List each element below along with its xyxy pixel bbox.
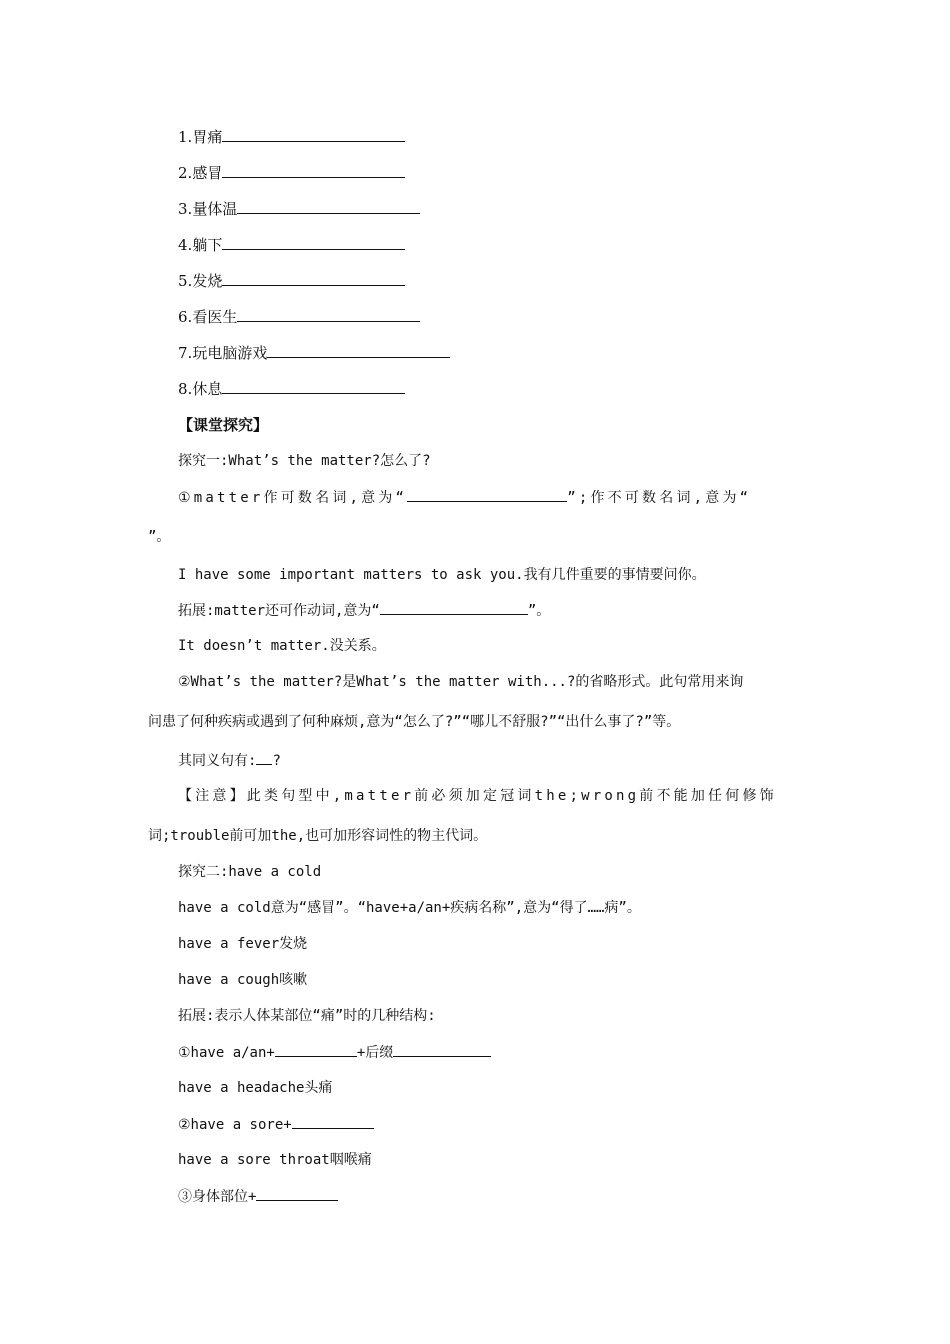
vocab-item-4: 4.躺下 [178,235,405,255]
explore1-extension: 拓展:matter还可作动词,意为“ ”。 [178,600,550,621]
explore1-p2-line2: 问患了何种疾病或遇到了何种麻烦,意为“怎么了?”“哪儿不舒服?”“出什么事了?”等。 [148,714,681,730]
explore2-title: 探究二:have a cold [178,864,322,880]
explore2-extension: 拓展:表示人体某部位“痛”时的几种结构: [178,1008,436,1024]
section-title: 【课堂探究】 [178,416,269,434]
structure-3: ③身体部位+ [178,1186,338,1207]
answer-blank[interactable] [237,199,420,214]
example-sentence-2: It doesn’t matter.没关系。 [178,638,386,654]
structure-2: ②have a sore+ [178,1114,374,1135]
answer-blank[interactable] [222,127,405,142]
answer-blank[interactable] [275,1042,357,1057]
vocab-item-6: 6.看医生 [178,307,420,327]
answer-blank[interactable] [237,307,420,322]
answer-blank[interactable] [222,235,405,250]
vocab-item-8: 8.休息 [178,379,405,399]
answer-blank[interactable] [393,1042,491,1057]
explore1-p2-line1: ②What’s the matter?是What’s the matter with...?的省略形式。此句常用来询 [178,674,744,690]
vocab-item-3: 3.量体温 [178,199,420,219]
explore1-p1: ①matter作可数名词,意为“ ”;作不可数名词,意为“ [178,487,751,508]
explore2-line3: have a cough咳嗽 [178,972,308,988]
explore2-line2: have a fever发烧 [178,936,308,952]
explore2-line1: have a cold意为“感冒”。“have+a/an+疾病名称”,意为“得了……病”。 [178,900,641,916]
vocab-item-7: 7.玩电脑游戏 [178,343,450,363]
explore1-title: 探究一:What’s the matter?怎么了? [178,453,431,469]
synonym-line: 其同义句有: ? [178,750,281,771]
answer-blank[interactable] [222,163,405,178]
vocab-item-2: 2.感冒 [178,163,405,183]
answer-blank[interactable] [380,600,528,615]
answer-blank[interactable] [407,487,567,502]
structure-1-example: have a headache头痛 [178,1080,333,1096]
answer-blank[interactable] [267,343,450,358]
example-sentence-1: I have some important matters to ask you.我有几件重要的事情要问你。 [178,567,706,583]
answer-blank[interactable] [222,271,405,286]
structure-2-example: have a sore throat咽喉痛 [178,1152,372,1168]
answer-blank[interactable] [292,1114,374,1129]
answer-blank[interactable] [256,750,272,765]
structure-1: ①have a/an+ +后缀 [178,1042,491,1063]
note-line1: 【注意】此类句型中,matter前必须加定冠词the;wrong前不能加任何修饰 [178,788,777,804]
answer-blank[interactable] [256,1186,338,1201]
note-line2: 词;trouble前可加the,也可加形容词性的物主代词。 [148,828,488,844]
answer-blank[interactable] [222,379,405,394]
explore1-p1-end: ”。 [148,529,171,545]
vocab-item-1: 1.胃痛 [178,127,405,147]
vocab-item-5: 5.发烧 [178,271,405,291]
